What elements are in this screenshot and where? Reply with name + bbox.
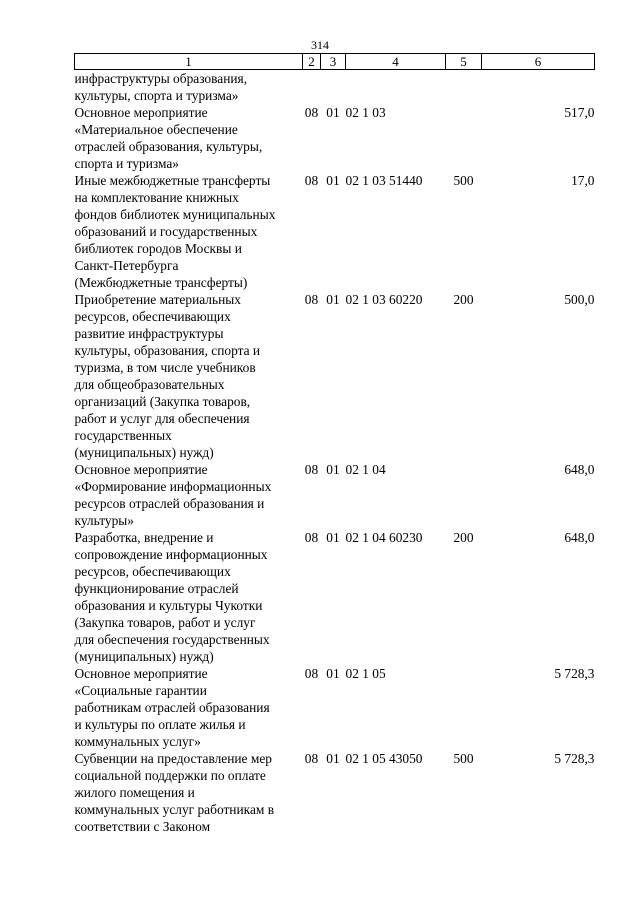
section-code-cell: 08: [304, 666, 319, 681]
table-row: [75, 665, 595, 750]
subsection-code-cell: 01: [326, 105, 340, 120]
target-article-cell: 02 1 05: [345, 666, 386, 681]
page-number: 314: [311, 38, 329, 52]
expense-type-cell: 500: [453, 751, 474, 766]
row-name-cell: Основное мероприятие «Материальное обеспечение отраслей образования, культуры, спорта и туризма»: [74, 105, 263, 171]
amount-cell: 5 728,3: [554, 666, 595, 681]
subsection-code-cell: 01: [326, 751, 340, 766]
target-article-cell: 02 1 03 51440: [345, 173, 423, 188]
table-row: [75, 461, 595, 529]
header-row: [75, 54, 595, 70]
row-name-cell: Иные межбюджетные трансферты на комплектование книжных фондов библиотек муниципальных образований и государственных библиотек городов Москвы и Санкт-Петербурга (Межбюджетные трансферты): [74, 173, 276, 290]
section-code-cell: 08: [304, 462, 319, 477]
section-code-cell: [303, 70, 321, 105]
table-row: [75, 104, 595, 172]
section-code-cell: 08: [304, 105, 319, 120]
table-row: [75, 172, 595, 291]
column-header: 2: [303, 54, 321, 70]
expense-type-cell: 500: [453, 173, 474, 188]
column-header: 6: [482, 54, 595, 70]
amount-cell: 517,0: [564, 105, 595, 120]
expense-type-cell: 200: [453, 292, 474, 307]
row-name-cell: Разработка, внедрение и сопровождение информационных ресурсов, обеспечивающих функционирование отраслей образования и культуры Чукотки (Закупка товаров, работ и услуг для обеспечения государственных (муниципальных) нужд): [74, 530, 270, 664]
row-name-cell: Приобретение материальных ресурсов, обеспечивающих развитие инфраструктуры культуры, образования, спорта и туризма, в том числе учебников для общеобразовательных организаций (Закупка товаров, работ и услуг для обеспечения государственных (муниципальных) нужд): [74, 292, 261, 460]
column-header: 1: [75, 54, 303, 70]
amount-cell: 500,0: [564, 292, 595, 307]
subsection-code-cell: 01: [326, 530, 340, 545]
amount-cell: 17,0: [571, 173, 595, 188]
column-header: 3: [321, 54, 346, 70]
expense-type-cell: 200: [453, 530, 474, 545]
section-code-cell: 08: [304, 173, 319, 188]
table-row: [75, 291, 595, 461]
section-code-cell: 08: [304, 530, 319, 545]
column-header: 5: [446, 54, 482, 70]
target-article-cell: 02 1 03 60220: [345, 292, 423, 307]
subsection-code-cell: 01: [326, 666, 340, 681]
section-code-cell: 08: [304, 292, 319, 307]
subsection-code-cell: [321, 70, 346, 105]
expense-type-cell: [446, 665, 482, 750]
row-name-cell: инфраструктуры образования, культуры, спорта и туризма»: [74, 71, 248, 103]
section-code-cell: 08: [304, 751, 319, 766]
budget-table: [74, 53, 595, 835]
target-article-cell: [346, 70, 446, 105]
row-name-cell: Основное мероприятие «Формирование информационных ресурсов отраслей образования и культуры»: [74, 462, 272, 528]
target-article-cell: 02 1 04: [345, 462, 386, 477]
row-name-cell: Субвенции на предоставление мер социальной поддержки по оплате жилого помещения и коммунальных услуг работникам в соответствии с Законом: [74, 751, 275, 834]
table-row: [75, 750, 595, 835]
amount-cell: [482, 70, 595, 105]
expense-type-cell: [446, 461, 482, 529]
row-name-cell: Основное мероприятие «Социальные гарантии работникам отраслей образования и культуры по оплате жилья и коммунальных услуг»: [74, 666, 270, 749]
table-row: [75, 529, 595, 665]
expense-type-cell: [446, 104, 482, 172]
target-article-cell: 02 1 04 60230: [345, 530, 423, 545]
target-article-cell: 02 1 03: [345, 105, 386, 120]
subsection-code-cell: 01: [326, 173, 340, 188]
target-article-cell: 02 1 05 43050: [345, 751, 423, 766]
table-row: [75, 70, 595, 105]
expense-type-cell: [446, 70, 482, 105]
amount-cell: 648,0: [564, 462, 595, 477]
subsection-code-cell: 01: [326, 462, 340, 477]
amount-cell: 5 728,3: [554, 751, 595, 766]
subsection-code-cell: 01: [326, 292, 340, 307]
column-header: 4: [346, 54, 446, 70]
amount-cell: 648,0: [564, 530, 595, 545]
